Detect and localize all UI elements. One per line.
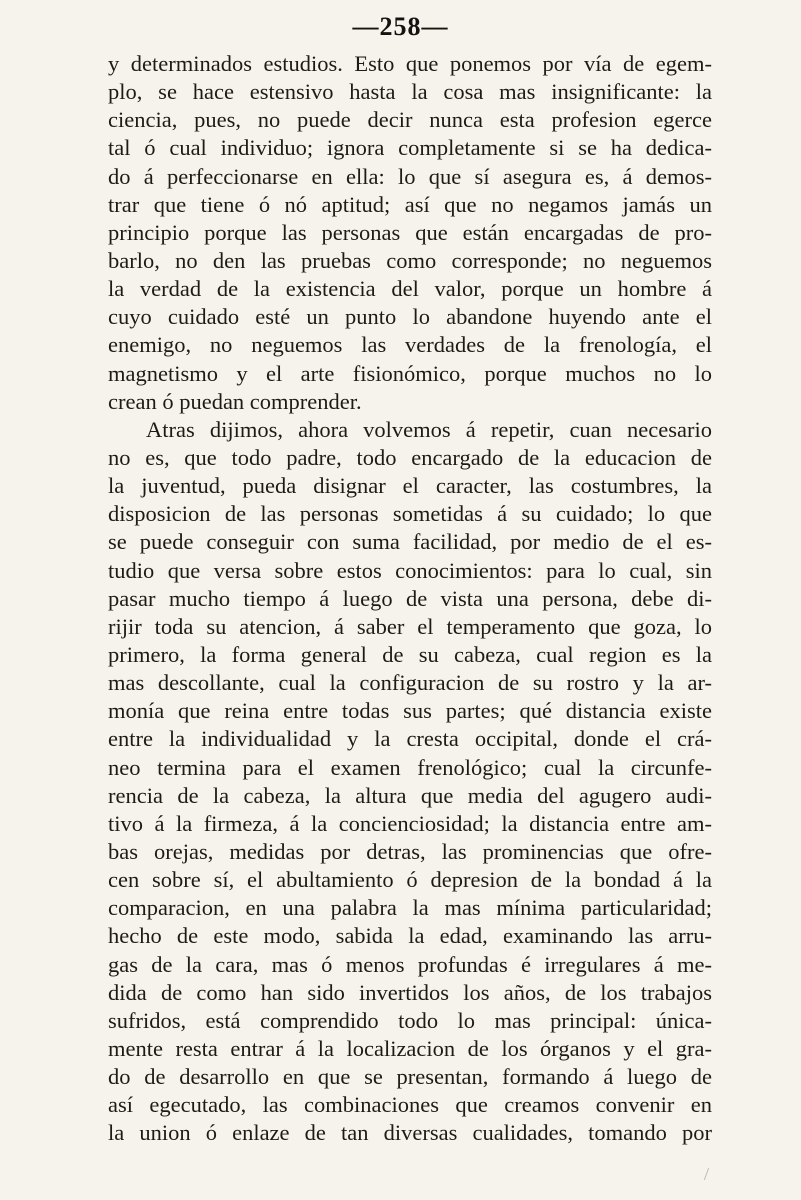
text-line: barlo, no den las pruebas como corresponde; no neguemos bbox=[108, 247, 712, 273]
text-line: disposicion de las personas sometidas á su cuidado; lo que bbox=[108, 501, 712, 527]
text-line: enemigo, no neguemos las verdades de la frenología, el bbox=[108, 332, 712, 358]
text-line: pasar mucho tiempo á luego de vista una persona, debe di- bbox=[108, 585, 712, 611]
text-line: así egecutado, las combinaciones que creamos convenir en bbox=[108, 1092, 712, 1118]
text-line: mas descollante, cual la configuracion de su rostro y la ar- bbox=[108, 670, 712, 696]
text-line: tudio que versa sobre estos conocimientos: para lo cual, sin bbox=[108, 557, 712, 583]
text-line: do á perfeccionarse en ella: lo que sí asegura es, á demos- bbox=[108, 163, 712, 189]
text-line: principio porque las personas que están encargadas de pro- bbox=[108, 219, 712, 245]
text-line: la union ó enlaze de tan diversas cualidades, tomando por bbox=[108, 1120, 712, 1146]
text-line: magnetismo y el arte fisionómico, porque muchos no lo bbox=[108, 360, 712, 386]
text-line: monía que reina entre todas sus partes; qué distancia existe bbox=[108, 698, 712, 724]
text-line: dida de como han sido invertidos los años, de los trabajos bbox=[108, 979, 712, 1005]
text-line: tal ó cual individuo; ignora completamente si se ha dedica- bbox=[108, 135, 712, 161]
text-line: tivo á la firmeza, á la concienciosidad; la distancia entre am- bbox=[108, 810, 712, 836]
text-line: se puede conseguir con suma facilidad, por medio de el es- bbox=[108, 529, 712, 555]
text-line: hecho de este modo, sabida la edad, examinando las arru- bbox=[108, 923, 712, 949]
text-line: bas orejas, medidas por detras, las prominencias que ofre- bbox=[108, 838, 712, 864]
text-line: primero, la forma general de su cabeza, cual region es la bbox=[108, 641, 712, 667]
text-line: rencia de la cabeza, la altura que media del agugero audi- bbox=[108, 782, 712, 808]
text-line: sufridos, está comprendido todo lo mas principal: única- bbox=[108, 1007, 712, 1033]
text-line: y determinados estudios. Esto que ponemos por vía de egem- bbox=[108, 51, 712, 76]
text-line: trar que tiene ó nó aptitud; así que no negamos jamás un bbox=[108, 191, 712, 217]
text-line: mente resta entrar á la localizacion de los órganos y el gra- bbox=[108, 1035, 712, 1061]
text-line: no es, que todo padre, todo encargado de la educacion de bbox=[108, 444, 712, 470]
ink-mark bbox=[704, 1168, 717, 1180]
text-line: cuyo cuidado esté un punto lo abandone huyendo ante el bbox=[108, 304, 712, 330]
text-line: comparacion, en una palabra la mas mínima particularidad; bbox=[108, 895, 712, 921]
text-line: neo termina para el examen frenológico; cual la circunfe- bbox=[108, 754, 712, 780]
paragraph-end-line: crean ó puedan comprender. bbox=[108, 388, 362, 414]
text-line: cen sobre sí, el abultamiento ó depresion de la bondad á la bbox=[108, 867, 712, 893]
text-line: do de desarrollo en que se presentan, formando á luego de bbox=[108, 1064, 712, 1090]
text-line: la verdad de la existencia del valor, porque un hombre á bbox=[108, 276, 712, 302]
page-number: —258— bbox=[352, 12, 449, 41]
body-text bbox=[108, 50, 712, 1147]
text-line: ciencia, pues, no puede decir nunca esta profesion egerce bbox=[108, 107, 712, 133]
paragraph-start-line: Atras dijimos, ahora volvemos á repetir, cuan necesario bbox=[146, 416, 712, 442]
text-line: plo, se hace estensivo hasta la cosa mas insignificante: la bbox=[108, 79, 712, 105]
text-line: rijir toda su atencion, á saber el temperamento que goza, lo bbox=[108, 613, 712, 639]
text-line: la juventud, pueda disignar el caracter, las costumbres, la bbox=[108, 473, 712, 499]
text-line: gas de la cara, mas ó menos profundas é irregulares á me- bbox=[108, 951, 712, 977]
text-line: entre la individualidad y la cresta occipital, donde el crá- bbox=[108, 726, 712, 752]
